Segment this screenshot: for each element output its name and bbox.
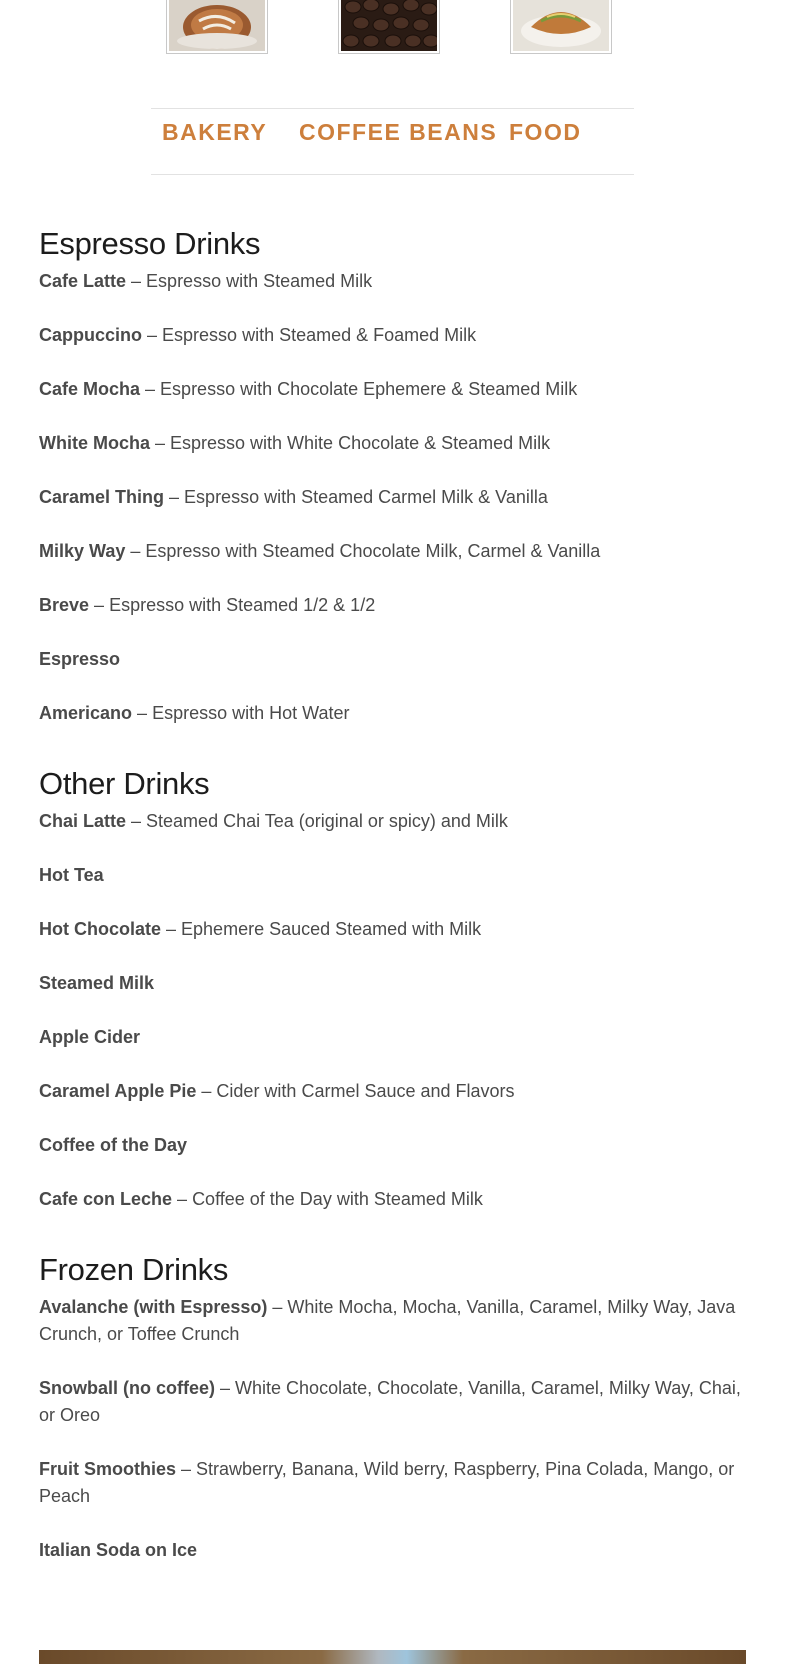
menu-content xyxy=(39,220,749,1597)
menu-item xyxy=(39,430,749,457)
menu-item-description: White Mocha, Mocha, Vanilla, Caramel, Milky Way, Java Crunch, or Toffee Crunch xyxy=(39,1297,736,1344)
nav-link-food[interactable]: FOOD xyxy=(509,119,582,145)
menu-item-name: Italian Soda on Ice xyxy=(39,1540,198,1560)
food-dish-thumbnail[interactable] xyxy=(510,0,612,54)
menu-item-description: Ephemere Sauced Steamed with Milk xyxy=(181,919,482,939)
menu-item-name: Snowball (no coffee) xyxy=(39,1378,216,1398)
cinnamon-roll-thumbnail[interactable] xyxy=(166,0,268,54)
menu-item-separator: – xyxy=(176,1459,197,1479)
menu-item xyxy=(39,808,749,835)
menu-item-name: Steamed Milk xyxy=(39,973,155,993)
menu-item-description: Espresso with White Chocolate & Steamed Milk xyxy=(170,433,551,453)
menu-item-description: Espresso with Chocolate Ephemere & Steamed Milk xyxy=(160,379,578,399)
menu-item-name: Hot Tea xyxy=(39,865,104,885)
menu-item-separator: – xyxy=(142,325,163,345)
menu-item-name: Avalanche (with Espresso) xyxy=(39,1297,268,1317)
cinnamon-roll-icon xyxy=(169,0,265,51)
menu-item xyxy=(39,700,749,727)
menu-item-description: Espresso with Steamed Carmel Milk & Vanilla xyxy=(184,487,548,507)
menu-list xyxy=(39,1294,749,1564)
section-title: Other Drinks xyxy=(39,766,210,801)
section-title: Frozen Drinks xyxy=(39,1252,229,1287)
menu-list xyxy=(39,808,749,1213)
menu-item xyxy=(39,916,749,943)
menu-item-separator: – xyxy=(140,379,161,399)
menu-item-description: Steamed Chai Tea (original or spicy) and Milk xyxy=(146,811,508,831)
menu-item-description: Espresso with Hot Water xyxy=(152,703,350,723)
menu-item xyxy=(39,1537,749,1564)
menu-item xyxy=(39,1294,749,1348)
food-dish-icon xyxy=(513,0,609,51)
menu-item-name: Cafe Latte xyxy=(39,271,127,291)
menu-item-name: Cafe Mocha xyxy=(39,379,141,399)
menu-item-description: Cider with Carmel Sauce and Flavors xyxy=(216,1081,515,1101)
menu-item-separator: – xyxy=(89,595,110,615)
menu-item xyxy=(39,970,749,997)
menu-item xyxy=(39,1456,749,1510)
menu-item xyxy=(39,862,749,889)
menu-item-name: Chai Latte xyxy=(39,811,127,831)
coffee-beans-icon xyxy=(341,0,437,51)
menu-item xyxy=(39,1132,749,1159)
menu-item-name: Caramel Thing xyxy=(39,487,165,507)
menu-item-name: Fruit Smoothies xyxy=(39,1459,177,1479)
bottom-photo xyxy=(39,1650,746,1664)
section-title: Espresso Drinks xyxy=(39,226,261,261)
other-drinks-section xyxy=(39,760,749,1213)
menu-item-name: Caramel Apple Pie xyxy=(39,1081,197,1101)
menu-item-separator: – xyxy=(172,1189,193,1209)
menu-item-separator: – xyxy=(267,1297,288,1317)
menu-item-separator: – xyxy=(126,811,147,831)
menu-item-separator: – xyxy=(150,433,171,453)
menu-item-separator: – xyxy=(126,271,147,291)
menu-item-name: Hot Chocolate xyxy=(39,919,162,939)
menu-item-name: Cafe con Leche xyxy=(39,1189,173,1209)
category-thumbnails xyxy=(0,0,785,56)
menu-item xyxy=(39,322,749,349)
menu-item-description: Strawberry, Banana, Wild berry, Raspberry, Pina Colada, Mango, or Peach xyxy=(39,1459,735,1506)
menu-item-name: White Mocha xyxy=(39,433,150,453)
menu-item-name: Americano xyxy=(39,703,133,723)
menu-item xyxy=(39,646,749,673)
menu-item xyxy=(39,1375,749,1429)
menu-item-separator: – xyxy=(125,541,146,561)
menu-item xyxy=(39,484,749,511)
menu-item xyxy=(39,268,749,295)
menu-item-separator: – xyxy=(132,703,153,723)
menu-item-name: Breve xyxy=(39,595,90,615)
menu-item-separator: – xyxy=(215,1378,236,1398)
menu-item-description: White Chocolate, Chocolate, Vanilla, Caramel, Milky Way, Chai, or Oreo xyxy=(39,1378,741,1425)
menu-list xyxy=(39,268,749,727)
nav-link-coffee-beans[interactable]: COFFEE BEANS xyxy=(299,119,498,145)
menu-item xyxy=(39,1078,749,1105)
coffee-beans-thumbnail[interactable] xyxy=(338,0,440,54)
menu-item-description: Espresso with Steamed & Foamed Milk xyxy=(162,325,477,345)
menu-item-description: Coffee of the Day with Steamed Milk xyxy=(192,1189,483,1209)
menu-item xyxy=(39,592,749,619)
menu-item-name: Milky Way xyxy=(39,541,126,561)
menu-item xyxy=(39,1186,749,1213)
menu-item-name: Coffee of the Day xyxy=(39,1135,188,1155)
menu-item-description: Espresso with Steamed Milk xyxy=(146,271,373,291)
menu-item-name: Apple Cider xyxy=(39,1027,141,1047)
menu-item-description: Espresso with Steamed 1/2 & 1/2 xyxy=(109,595,376,615)
category-nav xyxy=(151,108,634,175)
nav-link-bakery[interactable]: BAKERY xyxy=(162,119,268,145)
menu-item-description: Espresso with Steamed Chocolate Milk, Carmel & Vanilla xyxy=(145,541,601,561)
espresso-drinks-section xyxy=(39,220,749,727)
menu-item xyxy=(39,538,749,565)
frozen-drinks-section xyxy=(39,1246,749,1564)
menu-item xyxy=(39,1024,749,1051)
menu-item-name: Espresso xyxy=(39,649,121,669)
menu-item xyxy=(39,376,749,403)
menu-item-separator: – xyxy=(164,487,185,507)
menu-item-separator: – xyxy=(161,919,182,939)
menu-item-separator: – xyxy=(196,1081,217,1101)
menu-item-name: Cappuccino xyxy=(39,325,143,345)
